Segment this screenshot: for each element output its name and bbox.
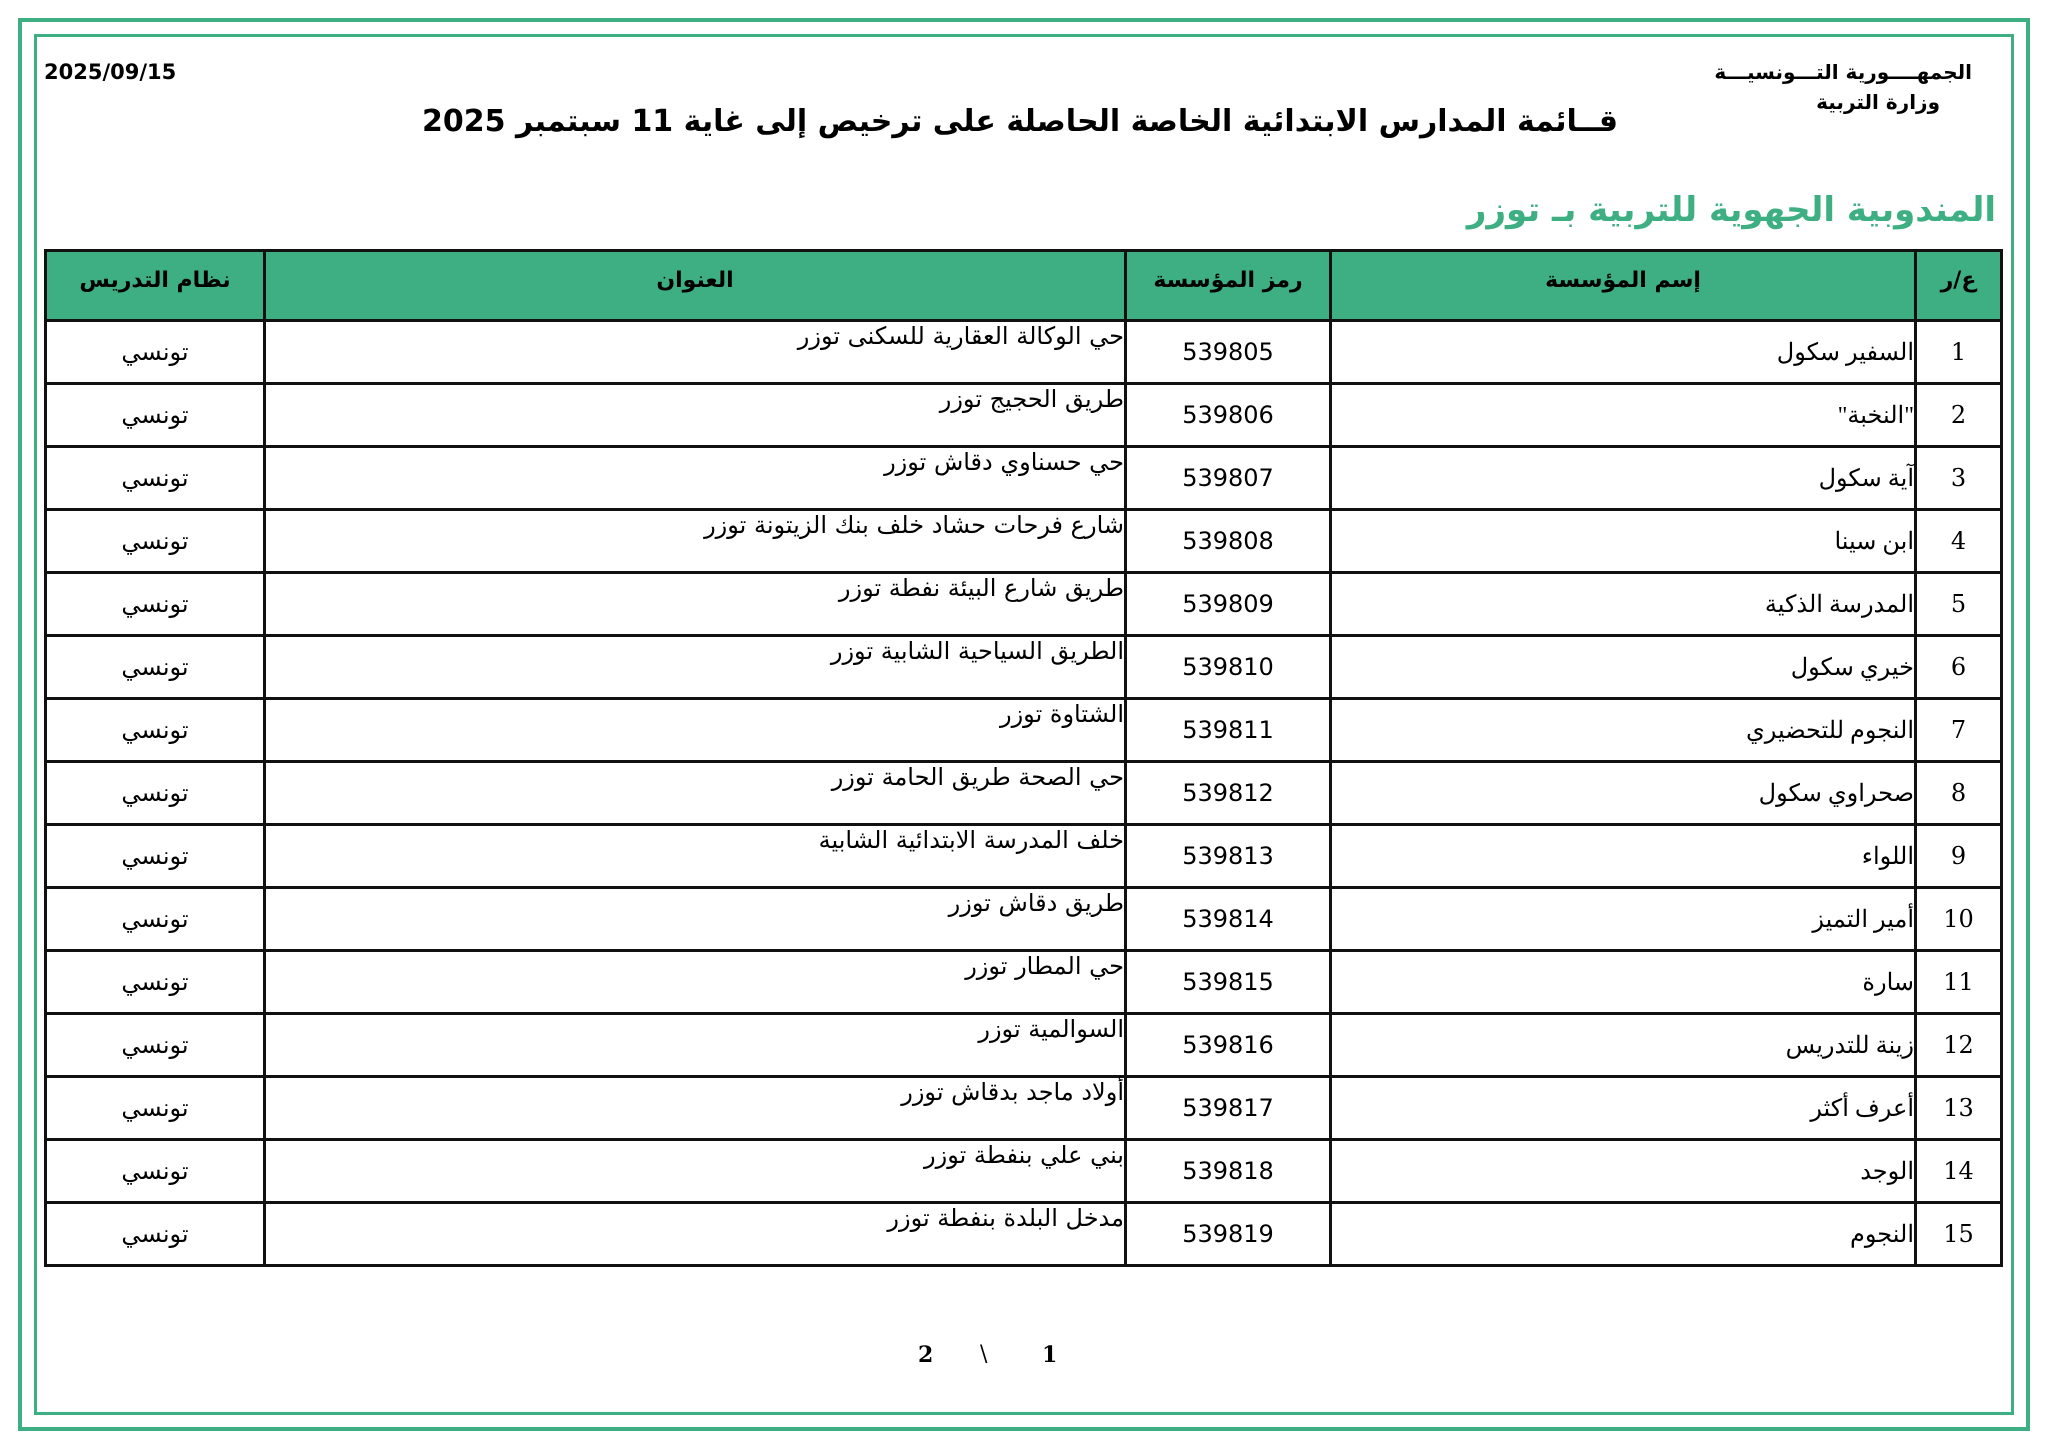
school-name-cell: "النخبة" <box>1331 384 1916 447</box>
table-row <box>46 825 2002 888</box>
school-name-cell: الوجد <box>1331 1140 1916 1203</box>
address-cell: حي المطار توزر <box>265 951 1126 1014</box>
school-code-cell: 539817 <box>1126 1077 1331 1140</box>
table-row <box>46 1014 2002 1077</box>
page-current: 1 <box>1042 1342 1058 1368</box>
address-cell: شارع فرحات حشاد خلف بنك الزيتونة توزر <box>265 510 1126 573</box>
teaching-system-cell: تونسي <box>46 447 265 510</box>
column-header-teaching-system: نظام التدريس <box>46 251 265 321</box>
school-code-cell: 539818 <box>1126 1140 1331 1203</box>
teaching-system-cell: تونسي <box>46 1014 265 1077</box>
row-number: 11 <box>1916 951 2002 1014</box>
teaching-system-cell: تونسي <box>46 510 265 573</box>
school-name-cell: أمير التميز <box>1331 888 1916 951</box>
document-date: 2025/09/15 <box>44 60 177 84</box>
school-code-cell: 539813 <box>1126 825 1331 888</box>
row-number: 12 <box>1916 1014 2002 1077</box>
teaching-system-cell: تونسي <box>46 1203 265 1266</box>
document-title: قــائمة المدارس الابتدائية الخاصة الحاصلة على ترخيص إلى غاية 11 سبتمبر 2025 <box>422 104 1618 139</box>
address-cell: حي حسناوي دقاش توزر <box>265 447 1126 510</box>
teaching-system-cell: تونسي <box>46 384 265 447</box>
address-cell: بني علي بنفطة توزر <box>265 1140 1126 1203</box>
column-header-school-code: رمز المؤسسة <box>1126 251 1331 321</box>
row-number: 13 <box>1916 1077 2002 1140</box>
address-cell: حي الوكالة العقارية للسكنى توزر <box>265 321 1126 384</box>
school-code-cell: 539811 <box>1126 699 1331 762</box>
teaching-system-cell: تونسي <box>46 762 265 825</box>
page-total: 2 <box>918 1342 934 1368</box>
table-row <box>46 1140 2002 1203</box>
table-row <box>46 384 2002 447</box>
teaching-system-cell: تونسي <box>46 636 265 699</box>
address-cell: طريق الحجيج توزر <box>265 384 1126 447</box>
school-code-cell: 539816 <box>1126 1014 1331 1077</box>
address-cell: مدخل البلدة بنفطة توزر <box>265 1203 1126 1266</box>
row-number: 4 <box>1916 510 2002 573</box>
table-body <box>46 321 2002 1266</box>
address-cell: أولاد ماجد بدقاش توزر <box>265 1077 1126 1140</box>
teaching-system-cell: تونسي <box>46 1077 265 1140</box>
row-number: 10 <box>1916 888 2002 951</box>
teaching-system-cell: تونسي <box>46 321 265 384</box>
column-header-school-name: إسم المؤسسة <box>1331 251 1916 321</box>
address-cell: طريق شارع البيئة نفطة توزر <box>265 573 1126 636</box>
table-row <box>46 510 2002 573</box>
row-number: 9 <box>1916 825 2002 888</box>
school-name-cell: خيري سكول <box>1331 636 1916 699</box>
table-row <box>46 888 2002 951</box>
row-number: 3 <box>1916 447 2002 510</box>
address-cell: طريق دقاش توزر <box>265 888 1126 951</box>
teaching-system-cell: تونسي <box>46 573 265 636</box>
table-row <box>46 1203 2002 1266</box>
row-number: 7 <box>1916 699 2002 762</box>
teaching-system-cell: تونسي <box>46 1140 265 1203</box>
row-number: 6 <box>1916 636 2002 699</box>
teaching-system-cell: تونسي <box>46 888 265 951</box>
table-header-row <box>46 251 2002 321</box>
document-title-wrapper <box>0 104 2048 139</box>
school-code-cell: 539808 <box>1126 510 1331 573</box>
school-name-cell: آية سكول <box>1331 447 1916 510</box>
table-row <box>46 762 2002 825</box>
table-row <box>46 951 2002 1014</box>
table-row <box>46 321 2002 384</box>
address-cell: حي الصحة طريق الحامة توزر <box>265 762 1126 825</box>
table-row <box>46 636 2002 699</box>
school-code-cell: 539809 <box>1126 573 1331 636</box>
teaching-system-cell: تونسي <box>46 699 265 762</box>
school-code-cell: 539805 <box>1126 321 1331 384</box>
address-cell: الشتاوة توزر <box>265 699 1126 762</box>
school-name-cell: النجوم للتحضيري <box>1331 699 1916 762</box>
school-code-cell: 539814 <box>1126 888 1331 951</box>
column-header-address: العنوان <box>265 251 1126 321</box>
school-name-cell: النجوم <box>1331 1203 1916 1266</box>
school-code-cell: 539807 <box>1126 447 1331 510</box>
column-header-number: ع/ر <box>1916 251 2002 321</box>
schools-table <box>44 249 2003 1267</box>
school-name-cell: صحراوي سكول <box>1331 762 1916 825</box>
school-name-cell: اللواء <box>1331 825 1916 888</box>
school-name-cell: زينة للتدريس <box>1331 1014 1916 1077</box>
school-code-cell: 539812 <box>1126 762 1331 825</box>
row-number: 5 <box>1916 573 2002 636</box>
school-code-cell: 539815 <box>1126 951 1331 1014</box>
table-row <box>46 573 2002 636</box>
school-code-cell: 539819 <box>1126 1203 1331 1266</box>
school-name-cell: ابن سينا <box>1331 510 1916 573</box>
address-cell: السوالمية توزر <box>265 1014 1126 1077</box>
school-name-cell: المدرسة الذكية <box>1331 573 1916 636</box>
school-code-cell: 539810 <box>1126 636 1331 699</box>
teaching-system-cell: تونسي <box>46 951 265 1014</box>
row-number: 15 <box>1916 1203 2002 1266</box>
teaching-system-cell: تونسي <box>46 825 265 888</box>
school-name-cell: السفير سكول <box>1331 321 1916 384</box>
school-name-cell: أعرف أكثر <box>1331 1077 1916 1140</box>
school-name-cell: سارة <box>1331 951 1916 1014</box>
row-number: 14 <box>1916 1140 2002 1203</box>
row-number: 8 <box>1916 762 2002 825</box>
row-number: 2 <box>1916 384 2002 447</box>
page-separator: \ <box>980 1342 988 1367</box>
address-cell: الطريق السياحية الشابية توزر <box>265 636 1126 699</box>
table-row <box>46 447 2002 510</box>
school-code-cell: 539806 <box>1126 384 1331 447</box>
row-number: 1 <box>1916 321 2002 384</box>
table-row <box>46 1077 2002 1140</box>
address-cell: خلف المدرسة الابتدائية الشابية <box>265 825 1126 888</box>
table-row <box>46 699 2002 762</box>
ministry-name: وزارة التربية <box>1816 90 1940 114</box>
republic-name: الجمهــــورية التـــونسيـــة <box>1714 60 1972 84</box>
region-heading: المندوبية الجهوية للتربية بـ توزر <box>1466 190 1996 230</box>
